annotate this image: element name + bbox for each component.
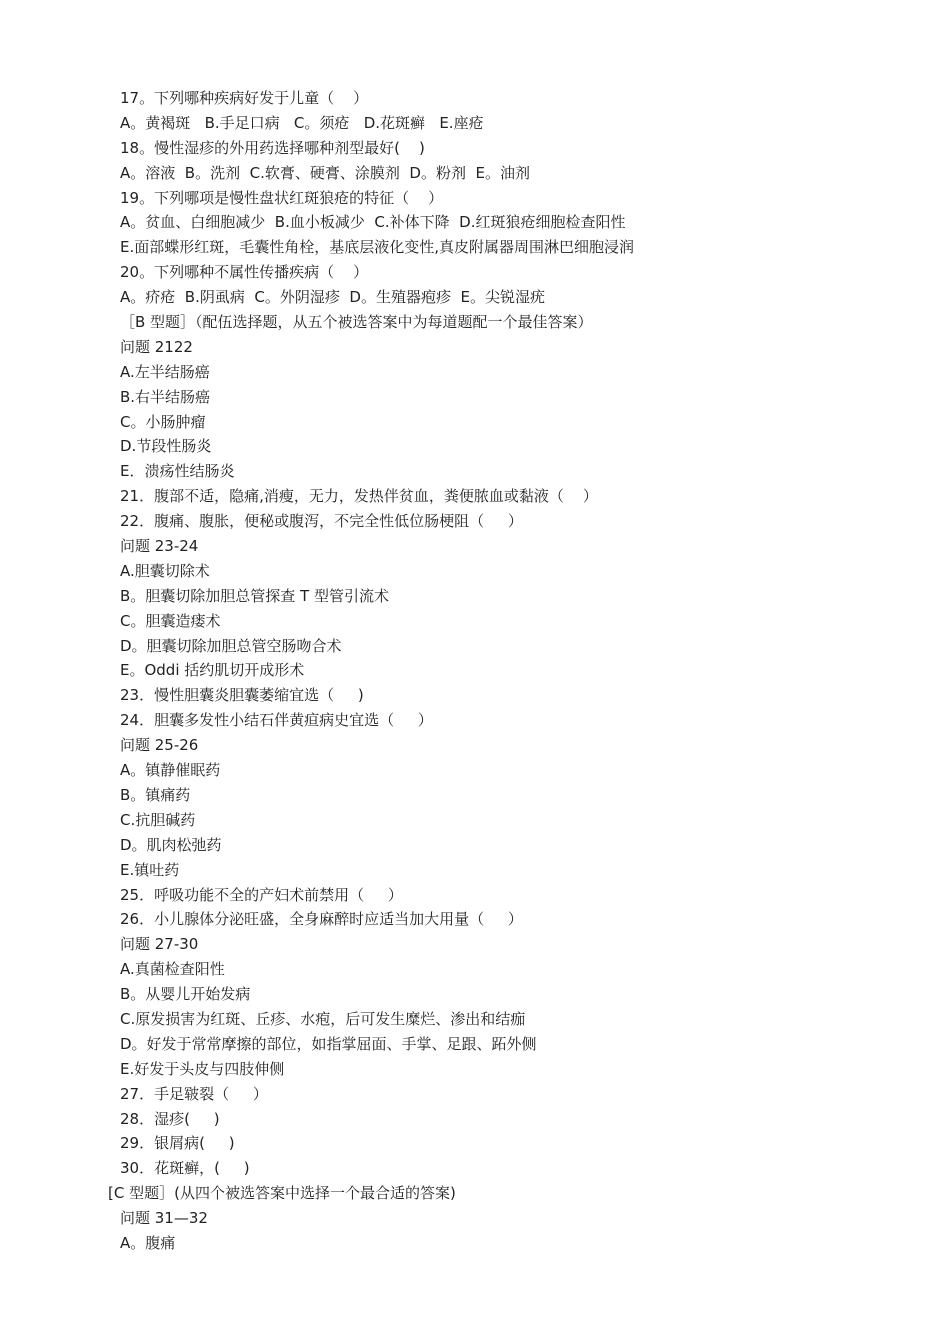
text-line: 问题 23-24 xyxy=(120,537,199,556)
text-line: E。Oddi 括约肌切开成形术 xyxy=(120,661,305,680)
text-line: 25．呼吸功能不全的产妇术前禁用（ ） xyxy=(120,885,403,904)
text-line: 30．花斑癣，( ) xyxy=(120,1159,250,1178)
text-line: A。镇静催眠药 xyxy=(120,761,221,780)
text-line: A。黄褐斑 B.手足口病 C。须疮 D.花斑癣 E.座疮 xyxy=(120,113,484,132)
text-line: 20。下列哪种不属性传播疾病（ ） xyxy=(120,263,369,282)
text-line: 问题 25-26 xyxy=(120,736,199,755)
text-line: E.镇吐药 xyxy=(120,860,180,879)
text-line: D.节段性肠炎 xyxy=(120,437,212,456)
text-line: B.右半结肠癌 xyxy=(120,387,211,406)
text-line: E．溃疡性结肠炎 xyxy=(120,462,235,481)
text-line: [C 型题］(从四个被选答案中选择一个最合适的答案) xyxy=(108,1184,456,1203)
text-line: 24．胆囊多发性小结石伴黄疸病史宜选（ ） xyxy=(120,711,433,730)
text-line: 18。慢性湿疹的外用药选择哪种剂型最好( ) xyxy=(120,138,425,157)
text-line: 27．手足皲裂（ ） xyxy=(120,1084,268,1103)
text-line: 17。下列哪种疾病好发于儿童（ ） xyxy=(120,89,369,107)
text-line: B。从婴儿开始发病 xyxy=(120,985,251,1004)
text-line: E.面部蝶形红斑，毛囊性角栓，基底层液化变性,真皮附属器周围淋巴细胞浸润 xyxy=(120,238,635,257)
text-line: ［B 型题］（配伍选择题，从五个被选答案中为每道题配一个最佳答案） xyxy=(120,313,593,332)
text-line: 22．腹痛、腹胀，便秘或腹泻，不完全性低位肠梗阻（ ） xyxy=(120,512,523,531)
text-line: 问题 27-30 xyxy=(120,935,199,954)
text-line: A。腹痛 xyxy=(120,1233,176,1252)
text-line: D。胆囊切除加胆总管空肠吻合术 xyxy=(120,636,342,655)
text-line: C.抗胆碱药 xyxy=(120,810,196,829)
text-line: 26．小儿腺体分泌旺盛，全身麻醉时应适当加大用量（ ） xyxy=(120,910,523,929)
text-line: C。小肠肿瘤 xyxy=(120,412,206,431)
text-line: A.真菌检查阳性 xyxy=(120,960,225,979)
text-line: 29．银屑病( ) xyxy=(120,1134,235,1153)
text-line: D。好发于常常摩擦的部位，如指掌屈面、手掌、足跟、跖外侧 xyxy=(120,1034,537,1053)
text-line: A.左半结肠癌 xyxy=(120,362,210,381)
text-line: D。肌肉松弛药 xyxy=(120,835,222,854)
text-line: 问题 2122 xyxy=(120,337,193,356)
text-line: 23．慢性胆囊炎胆囊萎缩宜选（ ) xyxy=(120,686,364,705)
text-line: C。胆囊造瘘术 xyxy=(120,611,221,630)
text-line: B。镇痛药 xyxy=(120,785,191,804)
text-line: A。疥疮 B.阴虱病 C。外阴湿疹 D。生殖器疱疹 E。尖锐湿疣 xyxy=(120,288,545,307)
text-line: A。贫血、白细胞减少 B.血小板减少 C.补体下降 D.红斑狼疮细胞检查阳性 xyxy=(120,213,626,232)
text-line: 21．腹部不适，隐痛,消瘦，无力，发热伴贫血，粪便脓血或黏液（ ） xyxy=(120,487,598,506)
text-line: E.好发于头皮与四肢伸侧 xyxy=(120,1059,285,1078)
text-line: 28．湿疹( ) xyxy=(120,1109,220,1128)
text-line: 19。下列哪项是慢性盘状红斑狼疮的特征（ ） xyxy=(120,188,444,207)
document-page xyxy=(0,86,950,1256)
text-line: A.胆囊切除术 xyxy=(120,561,210,580)
text-line: A。溶液 B。洗剂 C.软膏、硬膏、涂膜剂 D。粉剂 E。油剂 xyxy=(120,163,530,182)
text-line: B。胆囊切除加胆总管探查 T 型管引流术 xyxy=(120,586,389,605)
text-line: 问题 31—32 xyxy=(120,1209,208,1228)
text-line: C.原发损害为红斑、丘疹、水疱，后可发生糜烂、渗出和结痂 xyxy=(120,1009,526,1028)
